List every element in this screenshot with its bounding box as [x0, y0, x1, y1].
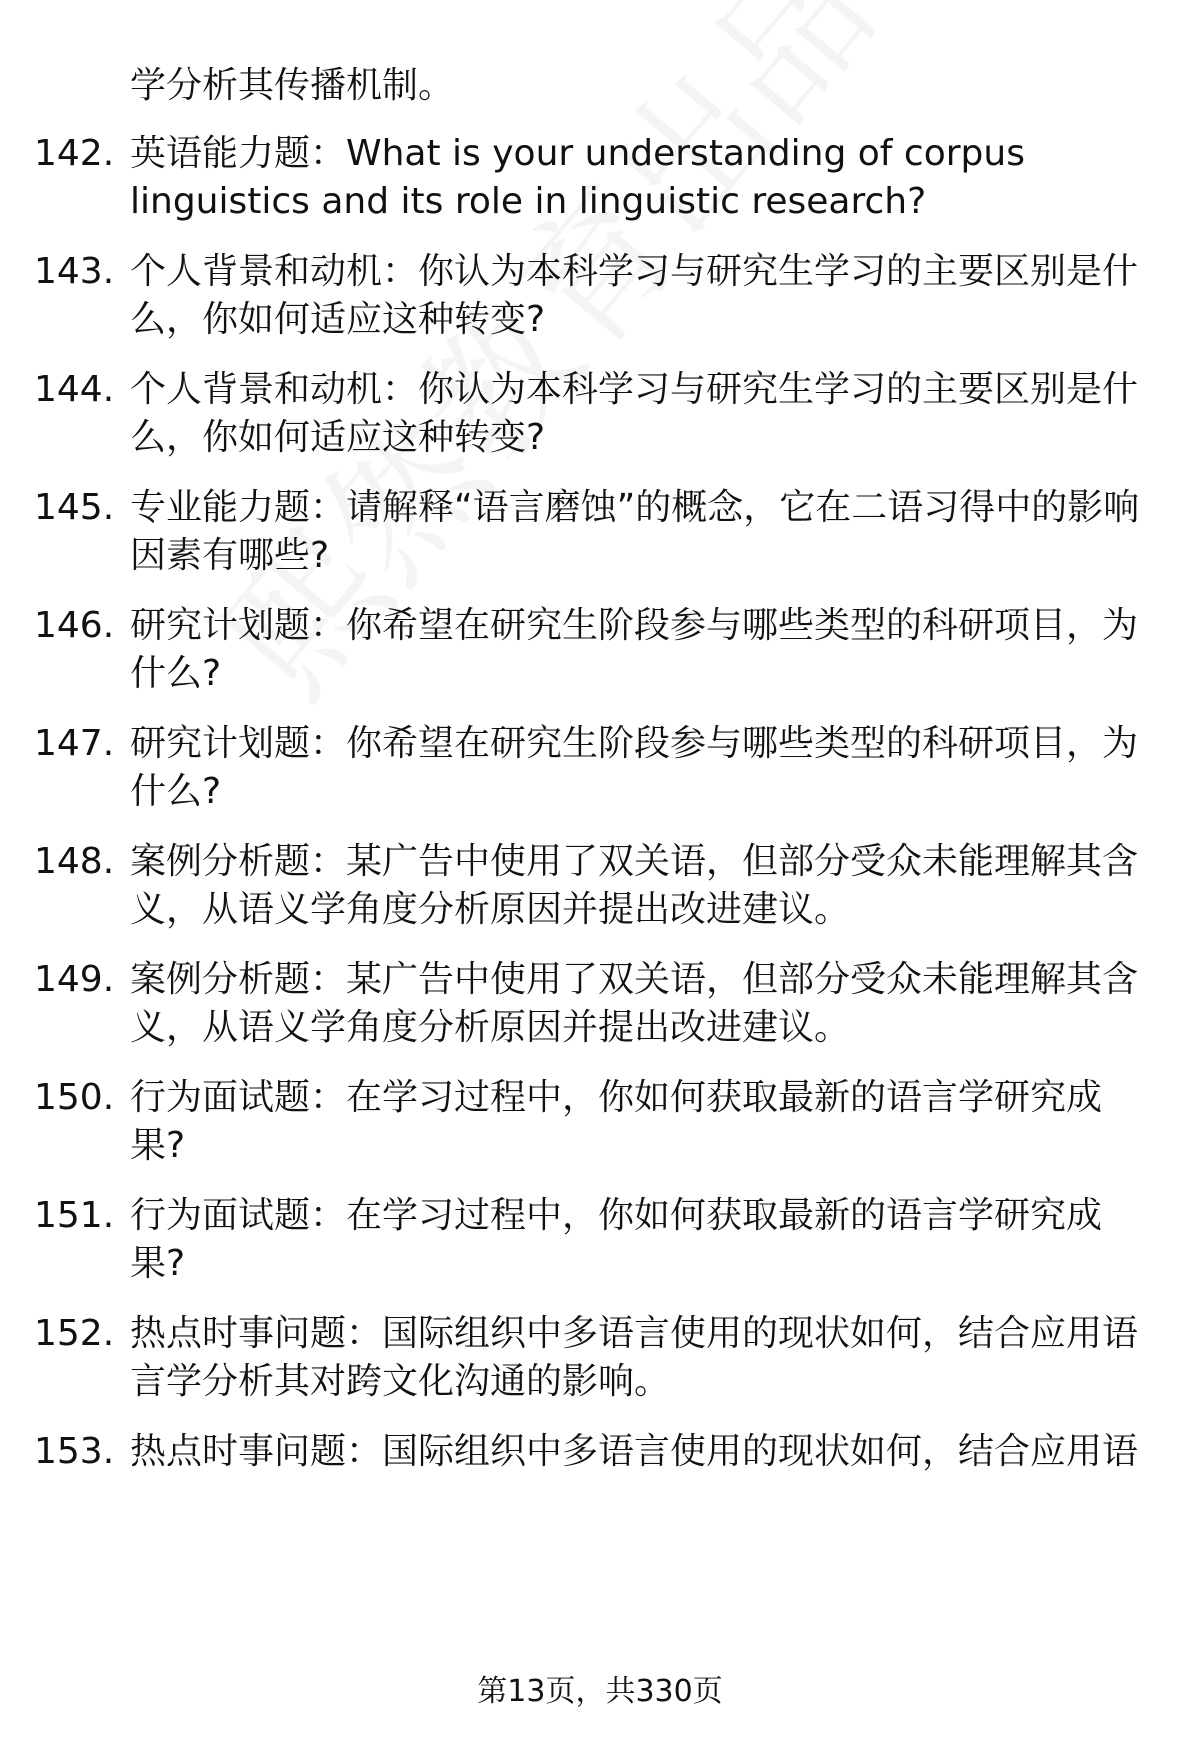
question-text: 热点时事问题：国际组织中多语言使用的现状如何，结合应用语	[130, 1431, 1139, 1472]
question-text: 热点时事问题：国际组织中多语言使用的现状如何，结合应用语言学分析其对跨文化沟通的影响。	[130, 1313, 1139, 1402]
question-text: 研究计划题：你希望在研究生阶段参与哪些类型的科研项目，为什么?	[130, 723, 1139, 812]
question-number: 146.	[34, 605, 115, 646]
question-number: 142.	[34, 133, 115, 174]
question-number: 151.	[34, 1195, 115, 1236]
question-text: 行为面试题：在学习过程中，你如何获取最新的语言学研究成果?	[130, 1195, 1103, 1284]
question-number: 152.	[34, 1313, 115, 1354]
question-text: 研究计划题：你希望在研究生阶段参与哪些类型的科研项目，为什么?	[130, 605, 1139, 694]
question-text: 案例分析题：某广告中使用了双关语，但部分受众未能理解其含义，从语义学角度分析原因并提出改进建议。	[130, 841, 1139, 930]
question-number: 153.	[34, 1431, 115, 1472]
question-text: 个人背景和动机：你认为本科学习与研究生学习的主要区别是什么，你如何适应这种转变?	[130, 251, 1139, 340]
question-number: 150.	[34, 1077, 115, 1118]
question-text: 专业能力题：请解释“语言磨蚀”的概念，它在二语习得中的影响因素有哪些?	[130, 487, 1140, 576]
page-footer: 第13页，共330页	[477, 1674, 723, 1709]
question-number: 148.	[34, 841, 115, 882]
question-text: 案例分析题：某广告中使用了双关语，但部分受众未能理解其含义，从语义学角度分析原因并提出改进建议。	[130, 959, 1139, 1048]
question-number: 147.	[34, 723, 115, 764]
question-text: 行为面试题：在学习过程中，你如何获取最新的语言学研究成果?	[130, 1077, 1103, 1166]
question-text: 个人背景和动机：你认为本科学习与研究生学习的主要区别是什么，你如何适应这种转变?	[130, 369, 1139, 458]
question-number: 149.	[34, 959, 115, 1000]
question-text: 英语能力题：What is your understanding of corpus linguistics and its role in linguistic research?	[130, 133, 1025, 222]
question-number: 145.	[34, 487, 115, 528]
continued-text: 学分析其传播机制。	[130, 65, 455, 106]
question-number: 143.	[34, 251, 115, 292]
question-number: 144.	[34, 369, 115, 410]
